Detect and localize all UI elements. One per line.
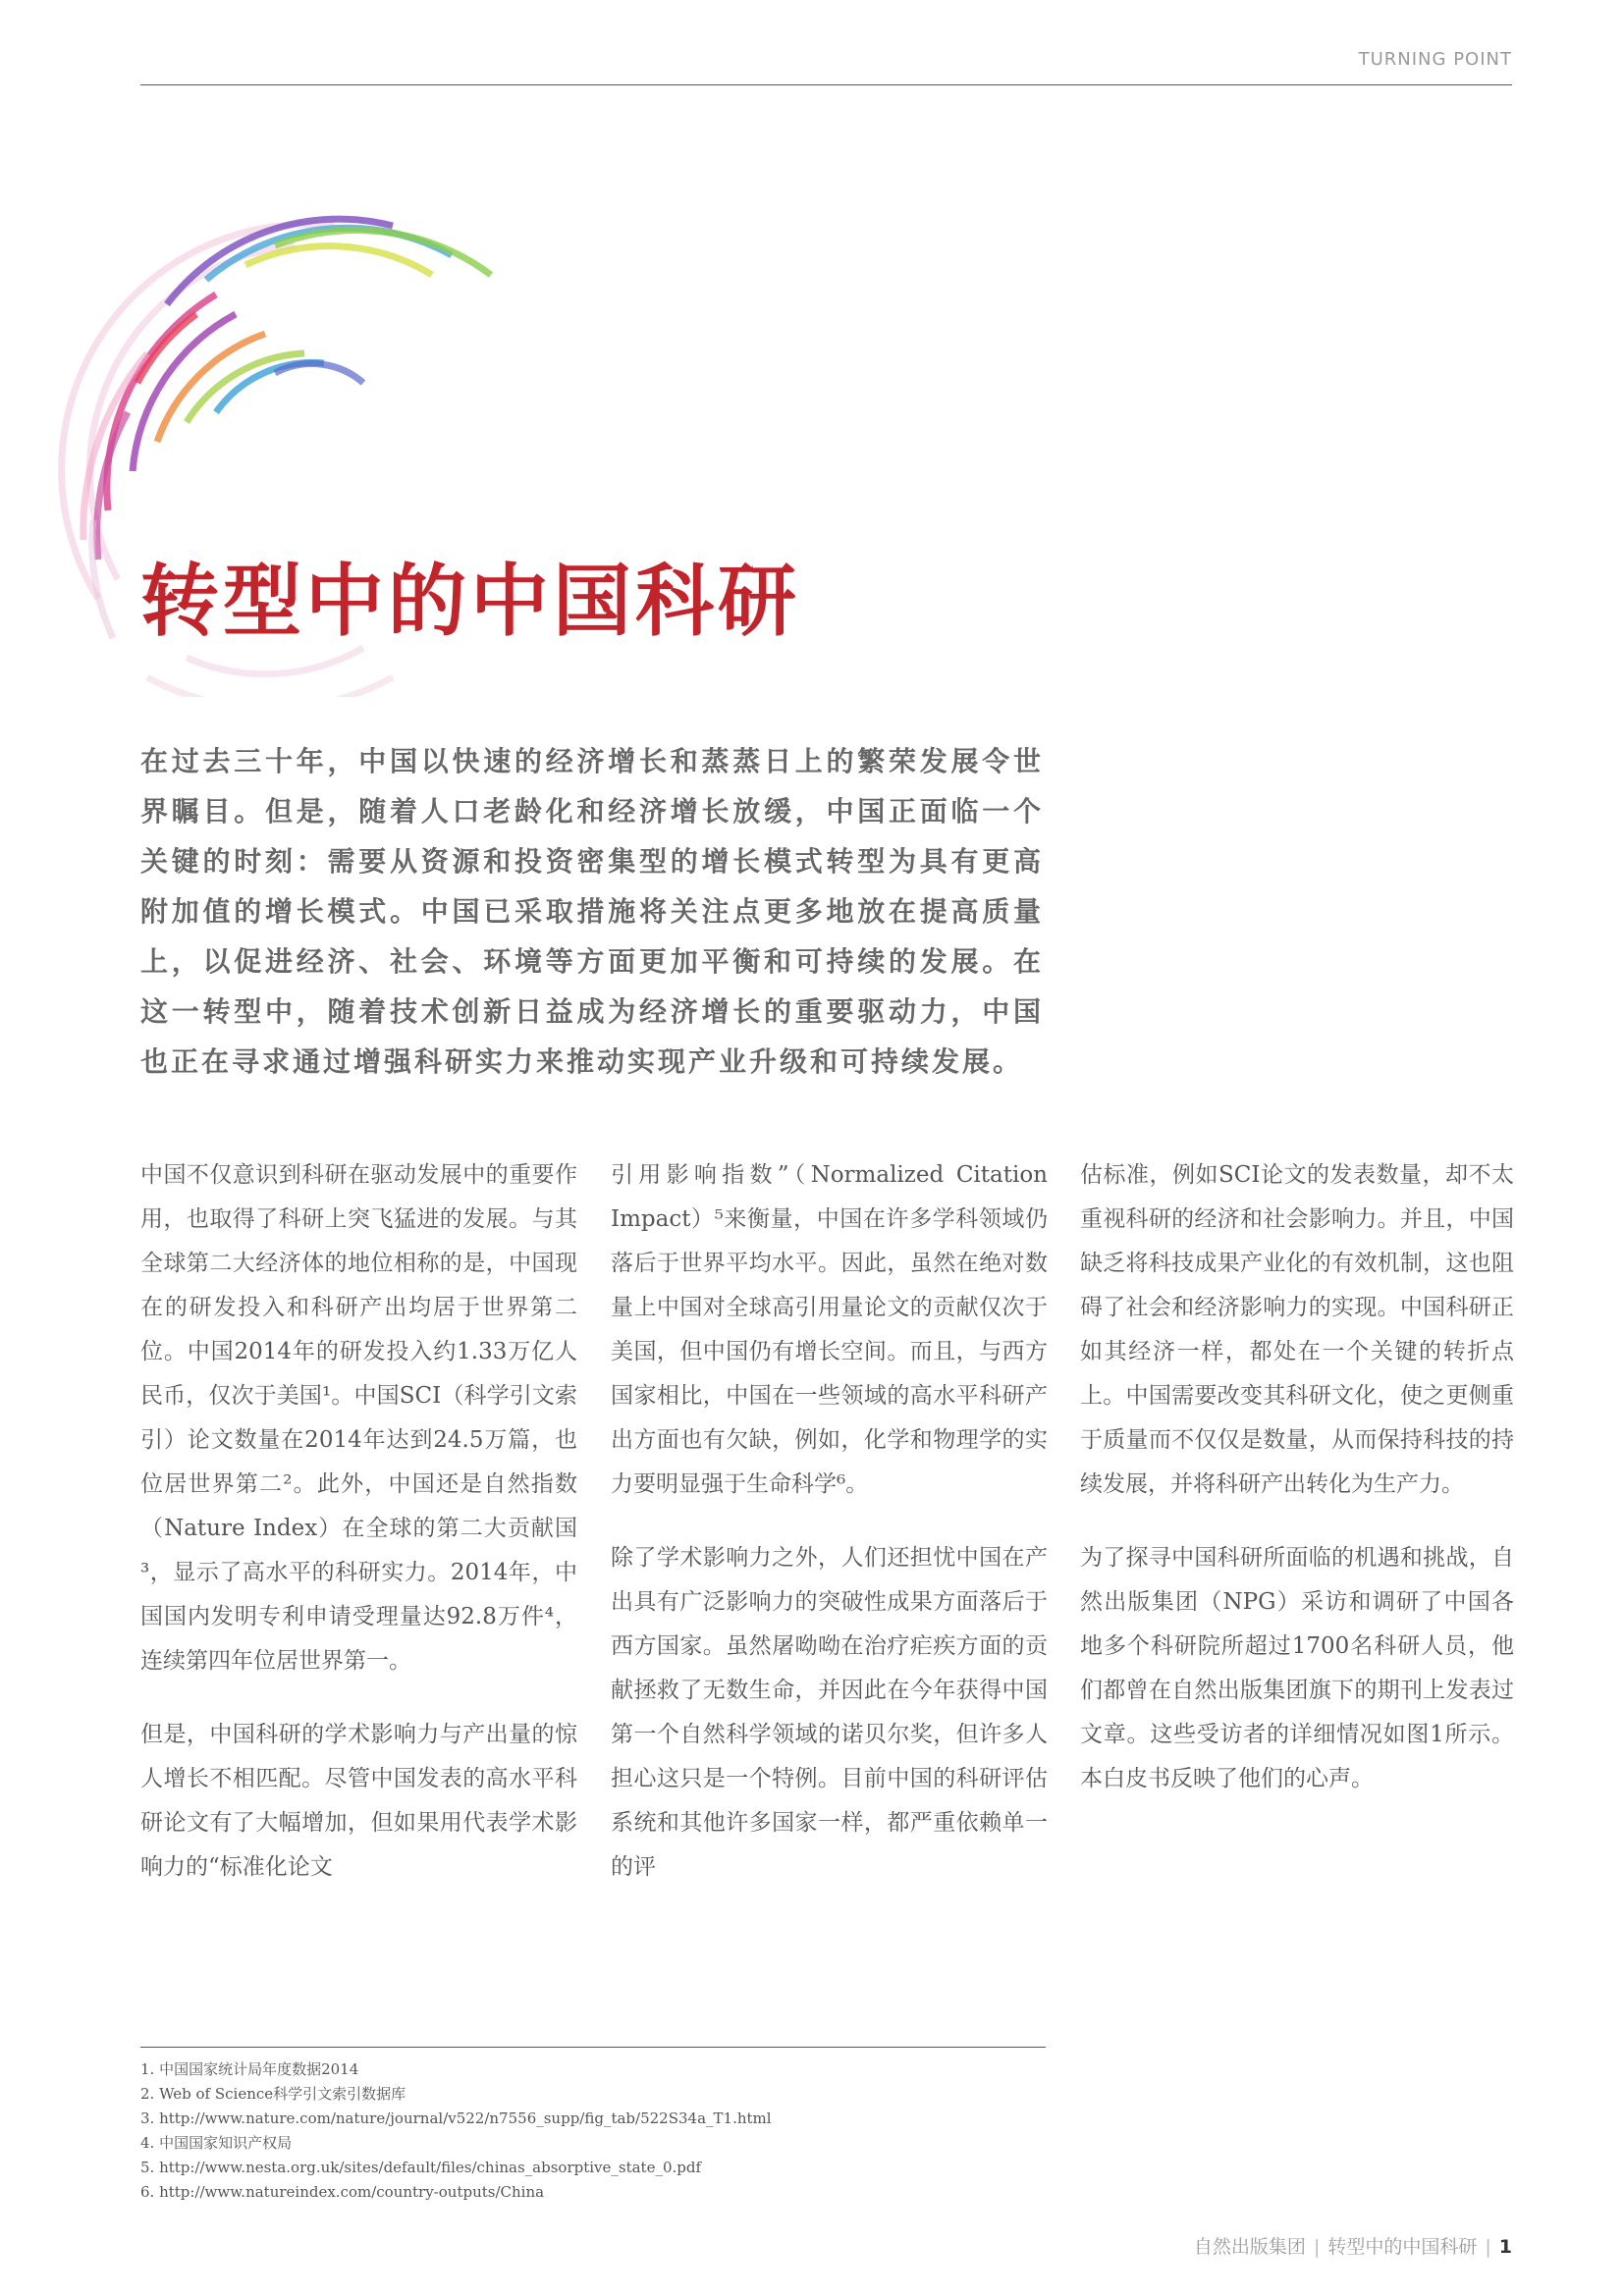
footnote-item: 1. 中国国家统计局年度数据2014 <box>140 2060 359 2078</box>
body-paragraph: 为了探寻中国科研所面临的机遇和挑战，自然出版集团（NPG）采访和调研了中国各地多个科研院所超过1700名科研人员，他们都曾在自然出版集团旗下的期刊上发表过文章。这些受访者的详细情况如图1所示。本白皮书反映了他们的心声。 <box>1080 1545 1514 1791</box>
footnote-rule <box>140 2047 1046 2048</box>
body-column-3 <box>1080 1153 1514 1831</box>
page-title: 转型中的中国科研 <box>140 556 800 647</box>
page-footer <box>1194 2232 1512 2259</box>
footnote-item: 4. 中国国家知识产权局 <box>140 2134 293 2152</box>
footnote-item: 5. http://www.nesta.org.uk/sites/default/files/chinas_absorptive_state_0.pdf <box>140 2159 702 2176</box>
body-paragraph: 引用影响指数”（Normalized Citation Impact）⁵来衡量，中国在许多学科领域仍落后于世界平均水平。因此，虽然在绝对数量上中国对全球高引用量论文的贡献仅次于美国，但中国仍有增长空间。而且，与西方国家相比，中国在一些领域的高水平科研产出方面也有欠缺，例如，化学和物理学的实力要明显强于生命科学⁶。 <box>611 1162 1048 1497</box>
header-kicker: TURNING POINT <box>1358 49 1512 70</box>
footnote-item: 6. http://www.natureindex.com/country-outputs/China <box>140 2183 545 2201</box>
footnote-list <box>140 2057 772 2205</box>
footnote-item: 2. Web of Science科学引文索引数据库 <box>140 2085 406 2103</box>
footer-section: 转型中的中国科研 <box>1327 2236 1478 2258</box>
body-column-2 <box>611 1153 1048 1919</box>
body-paragraph: 除了学术影响力之外，人们还担忧中国在产出具有广泛影响力的突破性成果方面落后于西方国家。虽然屠呦呦在治疗疟疾方面的贡献拯救了无数生命，并因此在今年获得中国第一个自然科学领域的诺贝尔奖，但许多人担心这只是一个特例。目前中国的科研评估系统和其他许多国家一样，都严重依赖单一的评 <box>611 1545 1048 1880</box>
footer-separator: | <box>1313 2236 1321 2258</box>
body-paragraph: 但是，中国科研的学术影响力与产出量的惊人增长不相匹配。尽管中国发表的高水平科研论文有了大幅增加，但如果用代表学术影响力的“标准化论文 <box>140 1722 577 1880</box>
footnote-item: 3. http://www.nature.com/nature/journal/v522/n7556_supp/fig_tab/522S34a_T1.html <box>140 2109 772 2127</box>
header-rule <box>140 84 1512 85</box>
footer-publisher: 自然出版集团 <box>1193 2236 1306 2258</box>
body-paragraph: 估标准，例如SCI论文的发表数量，却不太重视科研的经济和社会影响力。并且，中国缺乏将科技成果产业化的有效机制，这也阻碍了社会和经济影响力的实现。中国科研正如其经济一样，都处在一个关键的转折点上。中国需要改变其科研文化，使之更侧重于质量而不仅仅是数量，从而保持科技的持续发展，并将科研产出转化为生产力。 <box>1080 1162 1514 1497</box>
footer-separator: | <box>1485 2236 1491 2258</box>
lead-paragraph: 在过去三十年，中国以快速的经济增长和蒸蒸日上的繁荣发展令世界瞩目。但是，随着人口老龄化和经济增长放缓，中国正面临一个关键的时刻：需要从资源和投资密集型的增长模式转型为具有更高附加值的增长模式。中国已采取措施将关注点更多地放在提高质量上，以促进经济、社会、环境等方面更加平衡和可持续的发展。在这一转型中，随着技术创新日益成为经济增长的重要驱动力，中国也正在寻求通过增强科研实力来推动实现产业升级和可持续发展。 <box>140 745 1044 1078</box>
body-column-1 <box>140 1153 577 1919</box>
body-paragraph: 中国不仅意识到科研在驱动发展中的重要作用，也取得了科研上突飞猛进的发展。与其全球第二大经济体的地位相称的是，中国现在的研发投入和科研产出均居于世界第二位。中国2014年的研发投入约1.33万亿人民币，仅次于美国¹。中国SCI（科学引文索引）论文数量在2014年达到24.5万篇，也位居世界第二²。此外，中国还是自然指数（Nature Index）在全球的第二大贡献国³，显示了高水平的科研实力。2014年，中国国内发明专利申请受理量达92.8万件⁴，连续第四年位居世界第一。 <box>140 1162 577 1674</box>
page-number: 1 <box>1498 2236 1512 2258</box>
